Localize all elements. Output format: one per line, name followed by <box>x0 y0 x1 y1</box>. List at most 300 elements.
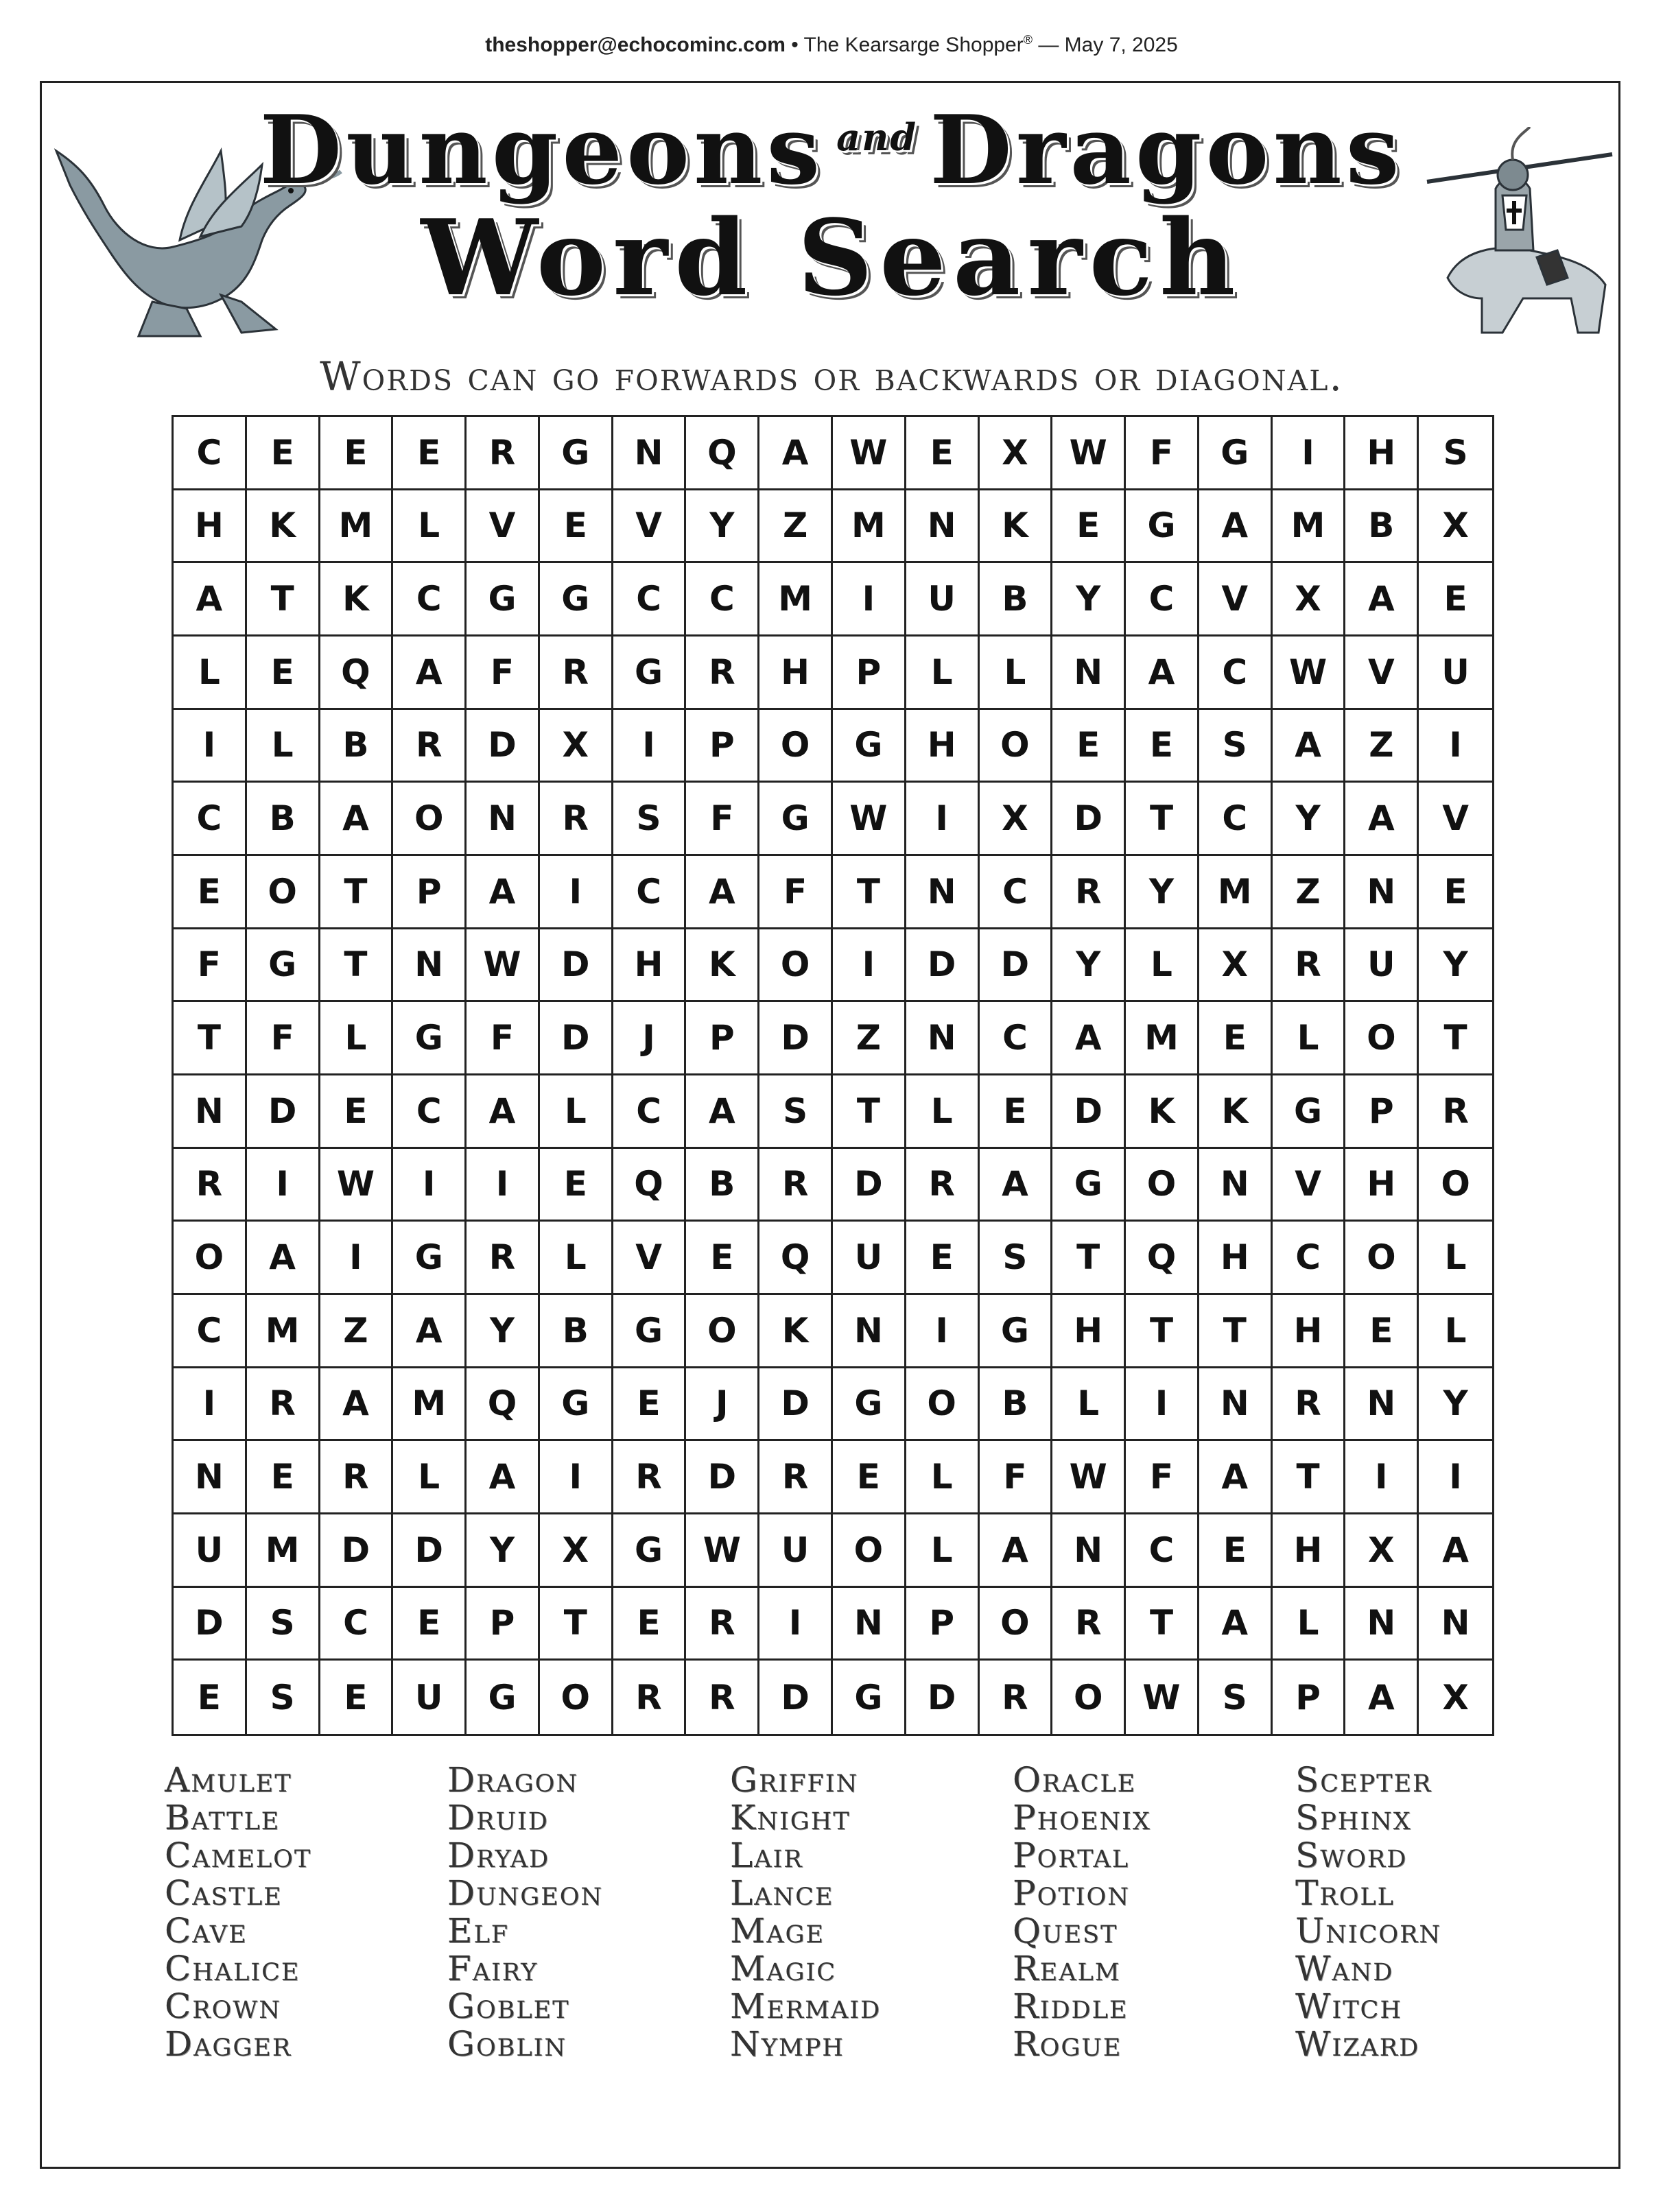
grid-cell[interactable]: A <box>1126 637 1199 710</box>
grid-cell[interactable]: E <box>1052 710 1126 783</box>
grid-cell[interactable]: U <box>759 1514 833 1588</box>
grid-cell[interactable]: G <box>833 1368 906 1442</box>
grid-cell[interactable]: C <box>1126 563 1199 637</box>
grid-cell[interactable]: Q <box>1126 1222 1199 1295</box>
grid-cell[interactable]: Q <box>613 1149 687 1222</box>
grid-cell[interactable]: T <box>1419 1002 1492 1075</box>
grid-cell[interactable]: B <box>980 563 1053 637</box>
grid-cell[interactable]: A <box>320 783 394 856</box>
grid-cell[interactable]: I <box>1419 710 1492 783</box>
grid-cell[interactable]: O <box>833 1514 906 1588</box>
grid-cell[interactable]: O <box>174 1222 247 1295</box>
grid-cell[interactable]: F <box>980 1441 1053 1514</box>
grid-cell[interactable]: M <box>393 1368 467 1442</box>
grid-cell[interactable]: Z <box>833 1002 906 1075</box>
grid-cell[interactable]: V <box>613 490 687 564</box>
grid-cell[interactable]: C <box>393 563 467 637</box>
grid-cell[interactable]: C <box>1199 783 1273 856</box>
grid-cell[interactable]: E <box>980 1075 1053 1149</box>
grid-cell[interactable]: I <box>906 783 980 856</box>
grid-cell[interactable]: A <box>247 1222 320 1295</box>
grid-cell[interactable]: S <box>613 783 687 856</box>
grid-cell[interactable]: G <box>393 1002 467 1075</box>
grid-cell[interactable]: C <box>980 1002 1053 1075</box>
grid-cell[interactable]: G <box>980 1295 1053 1368</box>
grid-cell[interactable]: D <box>980 929 1053 1003</box>
grid-cell[interactable]: E <box>1419 856 1492 929</box>
grid-cell[interactable]: L <box>1273 1002 1346 1075</box>
grid-cell[interactable]: L <box>906 1441 980 1514</box>
grid-cell[interactable]: T <box>833 856 906 929</box>
grid-cell[interactable]: O <box>1126 1149 1199 1222</box>
grid-cell[interactable]: O <box>1345 1222 1419 1295</box>
grid-cell[interactable]: T <box>833 1075 906 1149</box>
grid-cell[interactable]: A <box>980 1514 1053 1588</box>
grid-cell[interactable]: C <box>613 563 687 637</box>
grid-cell[interactable]: L <box>247 710 320 783</box>
grid-cell[interactable]: K <box>1126 1075 1199 1149</box>
grid-cell[interactable]: A <box>1345 783 1419 856</box>
grid-cell[interactable]: N <box>1199 1149 1273 1222</box>
grid-cell[interactable]: R <box>1273 1368 1346 1442</box>
grid-cell[interactable]: A <box>467 1441 540 1514</box>
grid-cell[interactable]: P <box>1345 1075 1419 1149</box>
grid-cell[interactable]: F <box>1126 1441 1199 1514</box>
grid-cell[interactable]: N <box>467 783 540 856</box>
grid-cell[interactable]: D <box>906 1661 980 1734</box>
grid-cell[interactable]: L <box>393 490 467 564</box>
grid-cell[interactable]: R <box>613 1661 687 1734</box>
grid-cell[interactable]: E <box>906 1222 980 1295</box>
grid-cell[interactable]: Y <box>467 1295 540 1368</box>
grid-cell[interactable]: P <box>467 1588 540 1661</box>
grid-cell[interactable]: S <box>980 1222 1053 1295</box>
grid-cell[interactable]: R <box>1052 1588 1126 1661</box>
grid-cell[interactable]: F <box>467 1002 540 1075</box>
grid-cell[interactable]: E <box>1199 1002 1273 1075</box>
grid-cell[interactable]: F <box>467 637 540 710</box>
grid-cell[interactable]: L <box>906 1075 980 1149</box>
grid-cell[interactable]: I <box>906 1295 980 1368</box>
grid-cell[interactable]: D <box>540 1002 613 1075</box>
grid-cell[interactable]: T <box>247 563 320 637</box>
grid-cell[interactable]: G <box>613 1514 687 1588</box>
grid-cell[interactable]: L <box>1419 1222 1492 1295</box>
grid-cell[interactable]: G <box>467 563 540 637</box>
grid-cell[interactable]: H <box>613 929 687 1003</box>
grid-cell[interactable]: I <box>174 1368 247 1442</box>
grid-cell[interactable]: Y <box>686 490 759 564</box>
grid-cell[interactable]: D <box>1052 1075 1126 1149</box>
grid-cell[interactable]: P <box>1273 1661 1346 1734</box>
grid-cell[interactable]: R <box>759 1441 833 1514</box>
grid-cell[interactable]: W <box>1126 1661 1199 1734</box>
grid-cell[interactable]: Q <box>320 637 394 710</box>
grid-cell[interactable]: B <box>1345 490 1419 564</box>
grid-cell[interactable]: R <box>247 1368 320 1442</box>
grid-cell[interactable]: O <box>540 1661 613 1734</box>
grid-cell[interactable]: X <box>1273 563 1346 637</box>
grid-cell[interactable]: N <box>906 490 980 564</box>
grid-cell[interactable]: X <box>980 417 1053 490</box>
grid-cell[interactable]: O <box>393 783 467 856</box>
grid-cell[interactable]: V <box>1419 783 1492 856</box>
grid-cell[interactable]: E <box>833 1441 906 1514</box>
grid-cell[interactable]: I <box>1126 1368 1199 1442</box>
grid-cell[interactable]: E <box>1126 710 1199 783</box>
grid-cell[interactable]: G <box>393 1222 467 1295</box>
grid-cell[interactable]: D <box>174 1588 247 1661</box>
grid-cell[interactable]: V <box>1345 637 1419 710</box>
grid-cell[interactable]: A <box>1419 1514 1492 1588</box>
grid-cell[interactable]: A <box>686 856 759 929</box>
grid-cell[interactable]: Y <box>1419 1368 1492 1442</box>
grid-cell[interactable]: I <box>759 1588 833 1661</box>
grid-cell[interactable]: N <box>833 1295 906 1368</box>
grid-cell[interactable]: Y <box>1273 783 1346 856</box>
grid-cell[interactable]: I <box>540 856 613 929</box>
grid-cell[interactable]: L <box>320 1002 394 1075</box>
grid-cell[interactable]: A <box>1199 1441 1273 1514</box>
grid-cell[interactable]: C <box>613 1075 687 1149</box>
grid-cell[interactable]: T <box>320 929 394 1003</box>
grid-cell[interactable]: T <box>1052 1222 1126 1295</box>
grid-cell[interactable]: L <box>393 1441 467 1514</box>
grid-cell[interactable]: S <box>1199 710 1273 783</box>
grid-cell[interactable]: E <box>613 1368 687 1442</box>
grid-cell[interactable]: J <box>686 1368 759 1442</box>
grid-cell[interactable]: C <box>393 1075 467 1149</box>
grid-cell[interactable]: H <box>174 490 247 564</box>
grid-cell[interactable]: M <box>759 563 833 637</box>
grid-cell[interactable]: C <box>174 783 247 856</box>
grid-cell[interactable]: G <box>247 929 320 1003</box>
grid-cell[interactable]: M <box>1199 856 1273 929</box>
grid-cell[interactable]: I <box>1273 417 1346 490</box>
grid-cell[interactable]: K <box>980 490 1053 564</box>
grid-cell[interactable]: M <box>320 490 394 564</box>
grid-cell[interactable]: U <box>906 563 980 637</box>
grid-cell[interactable]: B <box>540 1295 613 1368</box>
grid-cell[interactable]: O <box>906 1368 980 1442</box>
grid-cell[interactable]: E <box>247 637 320 710</box>
grid-cell[interactable]: H <box>759 637 833 710</box>
grid-cell[interactable]: D <box>393 1514 467 1588</box>
grid-cell[interactable]: E <box>1419 563 1492 637</box>
grid-cell[interactable]: G <box>613 637 687 710</box>
grid-cell[interactable]: W <box>1273 637 1346 710</box>
grid-cell[interactable]: L <box>980 637 1053 710</box>
grid-cell[interactable]: H <box>906 710 980 783</box>
grid-cell[interactable]: W <box>467 929 540 1003</box>
grid-cell[interactable]: N <box>174 1441 247 1514</box>
grid-cell[interactable]: I <box>247 1149 320 1222</box>
grid-cell[interactable]: L <box>540 1075 613 1149</box>
grid-cell[interactable]: G <box>540 563 613 637</box>
grid-cell[interactable]: S <box>1199 1661 1273 1734</box>
grid-cell[interactable]: O <box>759 929 833 1003</box>
grid-cell[interactable]: A <box>320 1368 394 1442</box>
grid-cell[interactable]: S <box>247 1588 320 1661</box>
grid-cell[interactable]: E <box>174 1661 247 1734</box>
grid-cell[interactable]: X <box>1199 929 1273 1003</box>
grid-cell[interactable]: C <box>320 1588 394 1661</box>
grid-cell[interactable]: O <box>686 1295 759 1368</box>
grid-cell[interactable]: G <box>1126 490 1199 564</box>
grid-cell[interactable]: K <box>1199 1075 1273 1149</box>
grid-cell[interactable]: E <box>393 417 467 490</box>
grid-cell[interactable]: L <box>1126 929 1199 1003</box>
grid-cell[interactable]: B <box>247 783 320 856</box>
grid-cell[interactable]: X <box>980 783 1053 856</box>
grid-cell[interactable]: O <box>980 710 1053 783</box>
grid-cell[interactable]: B <box>320 710 394 783</box>
grid-cell[interactable]: V <box>1199 563 1273 637</box>
grid-cell[interactable]: Y <box>1052 929 1126 1003</box>
grid-cell[interactable]: W <box>686 1514 759 1588</box>
grid-cell[interactable]: E <box>393 1588 467 1661</box>
grid-cell[interactable]: T <box>1126 1588 1199 1661</box>
grid-cell[interactable]: W <box>833 783 906 856</box>
grid-cell[interactable]: A <box>393 1295 467 1368</box>
grid-cell[interactable]: X <box>540 1514 613 1588</box>
grid-cell[interactable]: Z <box>1345 710 1419 783</box>
grid-cell[interactable]: N <box>613 417 687 490</box>
grid-cell[interactable]: H <box>1345 417 1419 490</box>
grid-cell[interactable]: P <box>906 1588 980 1661</box>
grid-cell[interactable]: O <box>1345 1002 1419 1075</box>
grid-cell[interactable]: A <box>1199 490 1273 564</box>
grid-cell[interactable]: R <box>686 1661 759 1734</box>
grid-cell[interactable]: R <box>393 710 467 783</box>
grid-cell[interactable]: C <box>174 417 247 490</box>
grid-cell[interactable]: Z <box>759 490 833 564</box>
grid-cell[interactable]: L <box>906 637 980 710</box>
grid-cell[interactable]: H <box>1199 1222 1273 1295</box>
grid-cell[interactable]: A <box>467 856 540 929</box>
grid-cell[interactable]: I <box>1419 1441 1492 1514</box>
grid-cell[interactable]: V <box>1273 1149 1346 1222</box>
grid-cell[interactable]: H <box>1273 1295 1346 1368</box>
grid-cell[interactable]: I <box>174 710 247 783</box>
grid-cell[interactable]: Y <box>1052 563 1126 637</box>
grid-cell[interactable]: G <box>833 1661 906 1734</box>
grid-cell[interactable]: Q <box>686 417 759 490</box>
grid-cell[interactable]: X <box>1442 1677 1469 1717</box>
grid-cell[interactable]: A <box>1345 1661 1419 1734</box>
grid-cell[interactable]: D <box>686 1441 759 1514</box>
grid-cell[interactable]: U <box>393 1661 467 1734</box>
grid-cell[interactable]: D <box>906 929 980 1003</box>
grid-cell[interactable]: D <box>1052 783 1126 856</box>
grid-cell[interactable]: C <box>1126 1514 1199 1588</box>
grid-cell[interactable]: C <box>174 1295 247 1368</box>
grid-cell[interactable]: R <box>320 1441 394 1514</box>
grid-cell[interactable]: I <box>320 1222 394 1295</box>
grid-cell[interactable]: E <box>686 1222 759 1295</box>
grid-cell[interactable]: G <box>1199 417 1273 490</box>
grid-cell[interactable]: G <box>1052 1149 1126 1222</box>
grid-cell[interactable]: C <box>1273 1222 1346 1295</box>
grid-cell[interactable]: R <box>613 1441 687 1514</box>
grid-cell[interactable]: K <box>320 563 394 637</box>
grid-cell[interactable]: G <box>613 1295 687 1368</box>
grid-cell[interactable]: E <box>320 417 394 490</box>
grid-cell[interactable]: E <box>1052 490 1126 564</box>
grid-cell[interactable]: H <box>1345 1149 1419 1222</box>
grid-cell[interactable]: I <box>1345 1441 1419 1514</box>
grid-cell[interactable]: U <box>1419 637 1492 710</box>
grid-cell[interactable]: O <box>980 1588 1053 1661</box>
grid-cell[interactable]: R <box>980 1661 1053 1734</box>
grid-cell[interactable]: I <box>833 563 906 637</box>
grid-cell[interactable]: N <box>833 1588 906 1661</box>
grid-cell[interactable]: T <box>540 1588 613 1661</box>
grid-cell[interactable]: G <box>759 783 833 856</box>
grid-cell[interactable]: S <box>1419 417 1492 490</box>
grid-cell[interactable]: A <box>467 1075 540 1149</box>
grid-cell[interactable]: X <box>1419 490 1492 564</box>
grid-cell[interactable]: R <box>467 1222 540 1295</box>
grid-cell[interactable]: L <box>174 637 247 710</box>
grid-cell[interactable]: F <box>759 856 833 929</box>
grid-cell[interactable]: E <box>247 417 320 490</box>
grid-cell[interactable]: D <box>759 1368 833 1442</box>
grid-cell[interactable]: X <box>540 710 613 783</box>
grid-cell[interactable]: T <box>1126 1295 1199 1368</box>
grid-cell[interactable]: R <box>1052 856 1126 929</box>
grid-cell[interactable]: O <box>1419 1149 1492 1222</box>
grid-cell[interactable]: T <box>320 856 394 929</box>
grid-cell[interactable]: P <box>393 856 467 929</box>
grid-cell[interactable]: A <box>1273 710 1346 783</box>
grid-cell[interactable]: G <box>1273 1075 1346 1149</box>
grid-cell[interactable]: I <box>467 1149 540 1222</box>
grid-cell[interactable]: I <box>833 929 906 1003</box>
grid-cell[interactable]: Y <box>467 1514 540 1588</box>
grid-cell[interactable]: E <box>540 1149 613 1222</box>
grid-cell[interactable]: Y <box>1419 929 1492 1003</box>
grid-cell[interactable]: T <box>174 1002 247 1075</box>
grid-cell[interactable]: R <box>1419 1075 1492 1149</box>
grid-cell[interactable]: A <box>980 1149 1053 1222</box>
grid-cell[interactable]: O <box>1052 1661 1126 1734</box>
grid-cell[interactable]: R <box>1273 929 1346 1003</box>
grid-cell[interactable]: A <box>393 637 467 710</box>
grid-cell[interactable]: B <box>686 1149 759 1222</box>
grid-cell[interactable]: N <box>174 1075 247 1149</box>
grid-cell[interactable]: D <box>759 1002 833 1075</box>
grid-cell[interactable]: N <box>1052 637 1126 710</box>
grid-cell[interactable]: U <box>174 1514 247 1588</box>
grid-cell[interactable]: V <box>613 1222 687 1295</box>
grid-cell[interactable]: D <box>540 929 613 1003</box>
grid-cell[interactable]: E <box>174 856 247 929</box>
grid-cell[interactable]: H <box>1273 1514 1346 1588</box>
grid-cell[interactable]: M <box>247 1514 320 1588</box>
grid-cell[interactable]: U <box>1345 929 1419 1003</box>
grid-cell[interactable]: F <box>1126 417 1199 490</box>
grid-cell[interactable]: E <box>540 490 613 564</box>
grid-cell[interactable]: A <box>759 417 833 490</box>
grid-cell[interactable]: E <box>1345 1295 1419 1368</box>
grid-cell[interactable]: F <box>247 1002 320 1075</box>
grid-cell[interactable]: R <box>686 1588 759 1661</box>
grid-cell[interactable]: P <box>833 637 906 710</box>
grid-cell[interactable]: E <box>320 1075 394 1149</box>
grid-cell[interactable]: T <box>1273 1441 1346 1514</box>
grid-cell[interactable]: R <box>540 637 613 710</box>
grid-cell[interactable]: G <box>540 1368 613 1442</box>
grid-cell[interactable]: Z <box>320 1295 394 1368</box>
grid-cell[interactable]: L <box>1419 1295 1492 1368</box>
grid-cell[interactable]: G <box>833 710 906 783</box>
grid-cell[interactable]: Z <box>1273 856 1346 929</box>
grid-cell[interactable]: N <box>1345 1368 1419 1442</box>
grid-cell[interactable]: R <box>686 637 759 710</box>
grid-cell[interactable]: R <box>540 783 613 856</box>
grid-cell[interactable]: K <box>247 490 320 564</box>
grid-cell[interactable]: P <box>686 710 759 783</box>
grid-cell[interactable]: A <box>686 1075 759 1149</box>
grid-cell[interactable]: F <box>686 783 759 856</box>
grid-cell[interactable]: S <box>759 1075 833 1149</box>
grid-cell[interactable]: I <box>540 1441 613 1514</box>
grid-cell[interactable]: G <box>540 417 613 490</box>
grid-cell[interactable]: D <box>247 1075 320 1149</box>
grid-cell[interactable]: R <box>174 1149 247 1222</box>
grid-cell[interactable]: M <box>1273 490 1346 564</box>
grid-cell[interactable]: V <box>467 490 540 564</box>
grid-cell[interactable]: E <box>906 417 980 490</box>
grid-cell[interactable]: K <box>759 1295 833 1368</box>
grid-cell[interactable]: R <box>467 417 540 490</box>
grid-cell[interactable]: W <box>1052 1441 1126 1514</box>
grid-cell[interactable]: D <box>467 710 540 783</box>
grid-cell[interactable]: L <box>906 1514 980 1588</box>
grid-cell[interactable]: N <box>1199 1368 1273 1442</box>
grid-cell[interactable]: W <box>320 1149 394 1222</box>
grid-cell[interactable]: A <box>1199 1588 1273 1661</box>
grid-cell[interactable]: M <box>1126 1002 1199 1075</box>
grid-cell[interactable]: R <box>759 1149 833 1222</box>
grid-cell[interactable]: W <box>1052 417 1126 490</box>
grid-cell[interactable]: A <box>1052 1002 1126 1075</box>
grid-cell[interactable]: D <box>320 1514 394 1588</box>
grid-cell[interactable]: I <box>393 1149 467 1222</box>
grid-cell[interactable]: F <box>174 929 247 1003</box>
grid-cell[interactable]: N <box>1419 1588 1492 1661</box>
grid-cell[interactable]: A <box>174 563 247 637</box>
grid-cell[interactable]: B <box>980 1368 1053 1442</box>
grid-cell[interactable]: O <box>759 710 833 783</box>
grid-cell[interactable]: N <box>393 929 467 1003</box>
grid-cell[interactable]: M <box>247 1295 320 1368</box>
grid-cell[interactable]: L <box>1052 1368 1126 1442</box>
grid-cell[interactable]: I <box>613 710 687 783</box>
grid-cell[interactable]: Q <box>467 1368 540 1442</box>
grid-cell[interactable]: N <box>906 1002 980 1075</box>
grid-cell[interactable]: X <box>1345 1514 1419 1588</box>
grid-cell[interactable]: M <box>833 490 906 564</box>
grid-cell[interactable]: E <box>247 1441 320 1514</box>
grid-cell[interactable]: J <box>613 1002 687 1075</box>
grid-cell[interactable]: N <box>1052 1514 1126 1588</box>
grid-cell[interactable]: G <box>467 1661 540 1734</box>
grid-cell[interactable]: D <box>833 1149 906 1222</box>
grid-cell[interactable]: E <box>613 1588 687 1661</box>
grid-cell[interactable]: D <box>759 1661 833 1734</box>
